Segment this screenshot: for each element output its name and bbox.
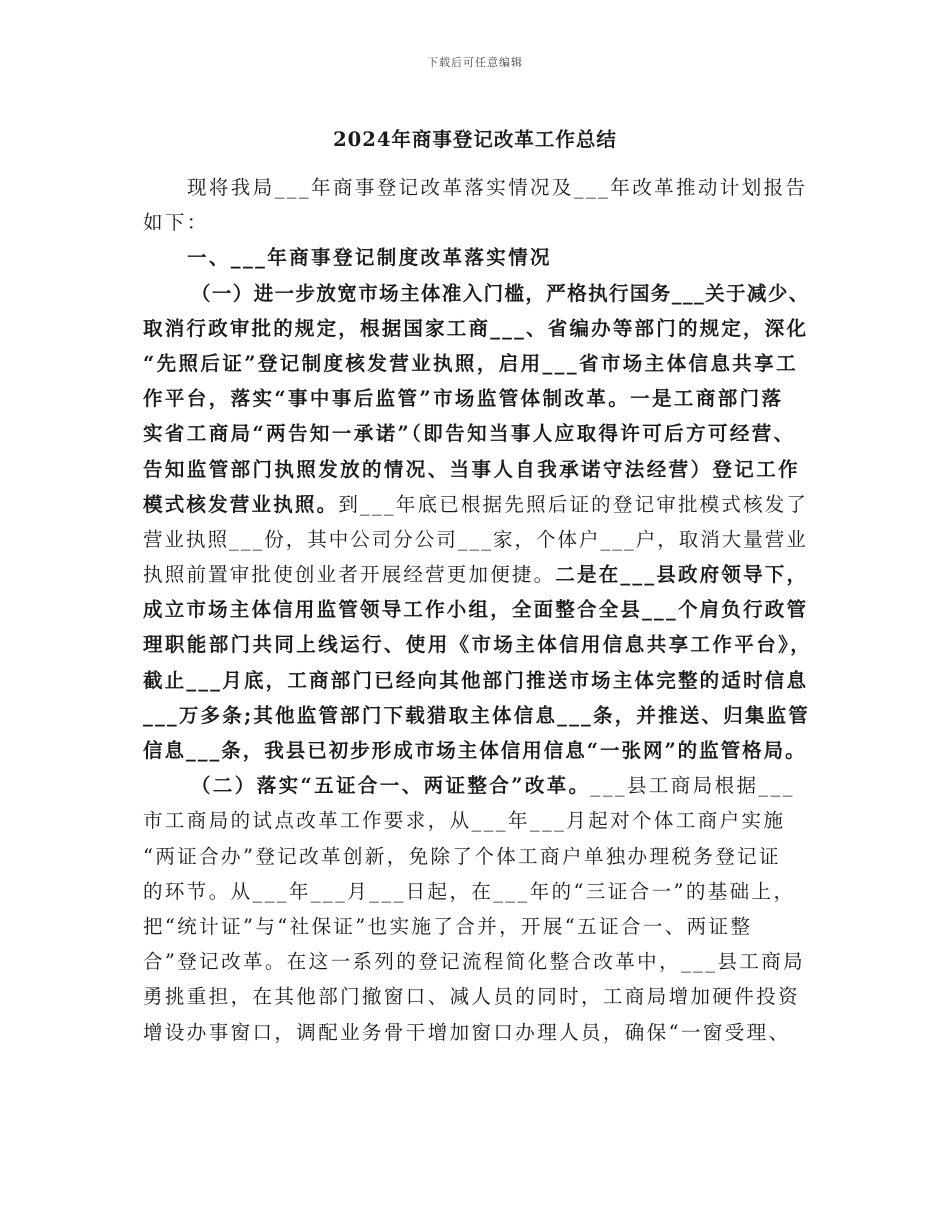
text-segment: 模式核发营业执照。 [143,492,339,516]
text-segment: 信息___条，我县已初步形成市场主体信用信息“一张网”的监管格局。 [143,739,807,762]
text-segment: “先照后证”登记制度核发营业执照，启用___省市场主体信息共享工 [143,351,798,375]
text-line [143,839,812,874]
text-segment: 一、___年商事登记制度改革落实情况 [187,246,552,270]
text-segment: 执照前置审批使创业者开展经营更加便捷。 [143,563,556,587]
text-line [143,592,812,627]
document-body [143,170,812,1050]
text-segment: 取消行政审批的规定，根据国家工商___、省编办等部门的规定，深化 [143,316,809,340]
text-segment: 作平台，落实“事中事后监管”市场监管体制改革。一是工商部门落 [143,387,784,411]
text-segment: 营业执照___份，其中公司分公司___家，个体户___户，取消大量营业 [143,527,808,551]
text-line [143,522,812,557]
text-line [143,768,812,803]
text-segment: 的环节。从___年___月___日起，在___年的“三证合一”的基础上， [143,879,796,903]
text-line [143,276,812,311]
text-segment: 理职能部门共同上线运行、使用《市场主体信用信息共享工作平台》， [143,633,813,657]
text-segment: ___县工商局根据___ [590,774,795,798]
document-title: 2024年商事登记改革工作总结 [333,128,617,151]
text-line [143,346,812,381]
text-line [143,733,812,768]
text-line [143,663,812,698]
text-line [143,803,812,838]
text-segment: 市工商局的试点改革工作要求，从___年___月起对个体工商户实施 [143,809,786,833]
text-segment: 到___年底已根据先照后证的登记审批模式核发了 [338,492,809,516]
text-segment: 勇挑重担，在其他部门撤窗口、减人员的同时，工商局增加硬件投资 [143,985,801,1009]
text-segment: （二）落实“五证合一、两证整合”改革。 [191,774,591,798]
text-line [143,240,812,275]
text-line [143,909,812,944]
text-line [143,205,812,240]
text-segment: 合”登记改革。在这一系列的登记流程简化整合改革中，___县工商局 [143,950,806,974]
text-segment: （一）进一步放宽市场主体准入门槛，严格执行国务___关于减少、 [191,281,810,305]
text-line [143,944,812,979]
text-line [143,170,812,205]
text-line [143,979,812,1014]
text-line [143,452,812,487]
text-segment: 告知监管部门执照发放的情况、当事人自我承诺守法经营）登记工作 [143,457,801,481]
text-segment: 现将我局___年商事登记改革落实情况及___年改革推动计划报告 [187,176,808,199]
text-segment: 截止___月底，工商部门已经向其他部门推送市场主体完整的适时信息 [143,668,809,692]
text-segment: 增设办事窗口，调配业务骨干增加窗口办理人员，确保“一窗受理、 [143,1020,791,1044]
text-line [143,557,812,592]
text-line [143,311,812,346]
text-segment: 实省工商局“两告知一承诺”（即告知当事人应取得许可后方可经营、 [143,422,796,446]
text-segment: 成立市场主体信用监管领导工作小组，全面整合全县___个肩负行政管 [143,598,809,622]
text-segment: ___万多条;其他监管部门下载猎取主体信息___条，并推送、归集监管 [143,703,810,727]
page-header-note: 下载后可任意编辑 [427,56,523,69]
text-line [143,416,812,451]
text-segment: “两证合办”登记改革创新，免除了个体工商户单独办理税务登记证 [143,844,781,868]
text-segment: 二是在___县政府领导下， [555,563,809,587]
text-line [143,627,812,662]
text-line [143,1015,812,1050]
text-segment: 如下： [143,211,209,235]
text-line [143,381,812,416]
text-segment: 把“统计证”与“社保证”也实施了合并，开展“五证合一、两证整 [143,914,753,938]
text-line [143,698,812,733]
text-line [143,874,812,909]
text-line [143,487,812,522]
